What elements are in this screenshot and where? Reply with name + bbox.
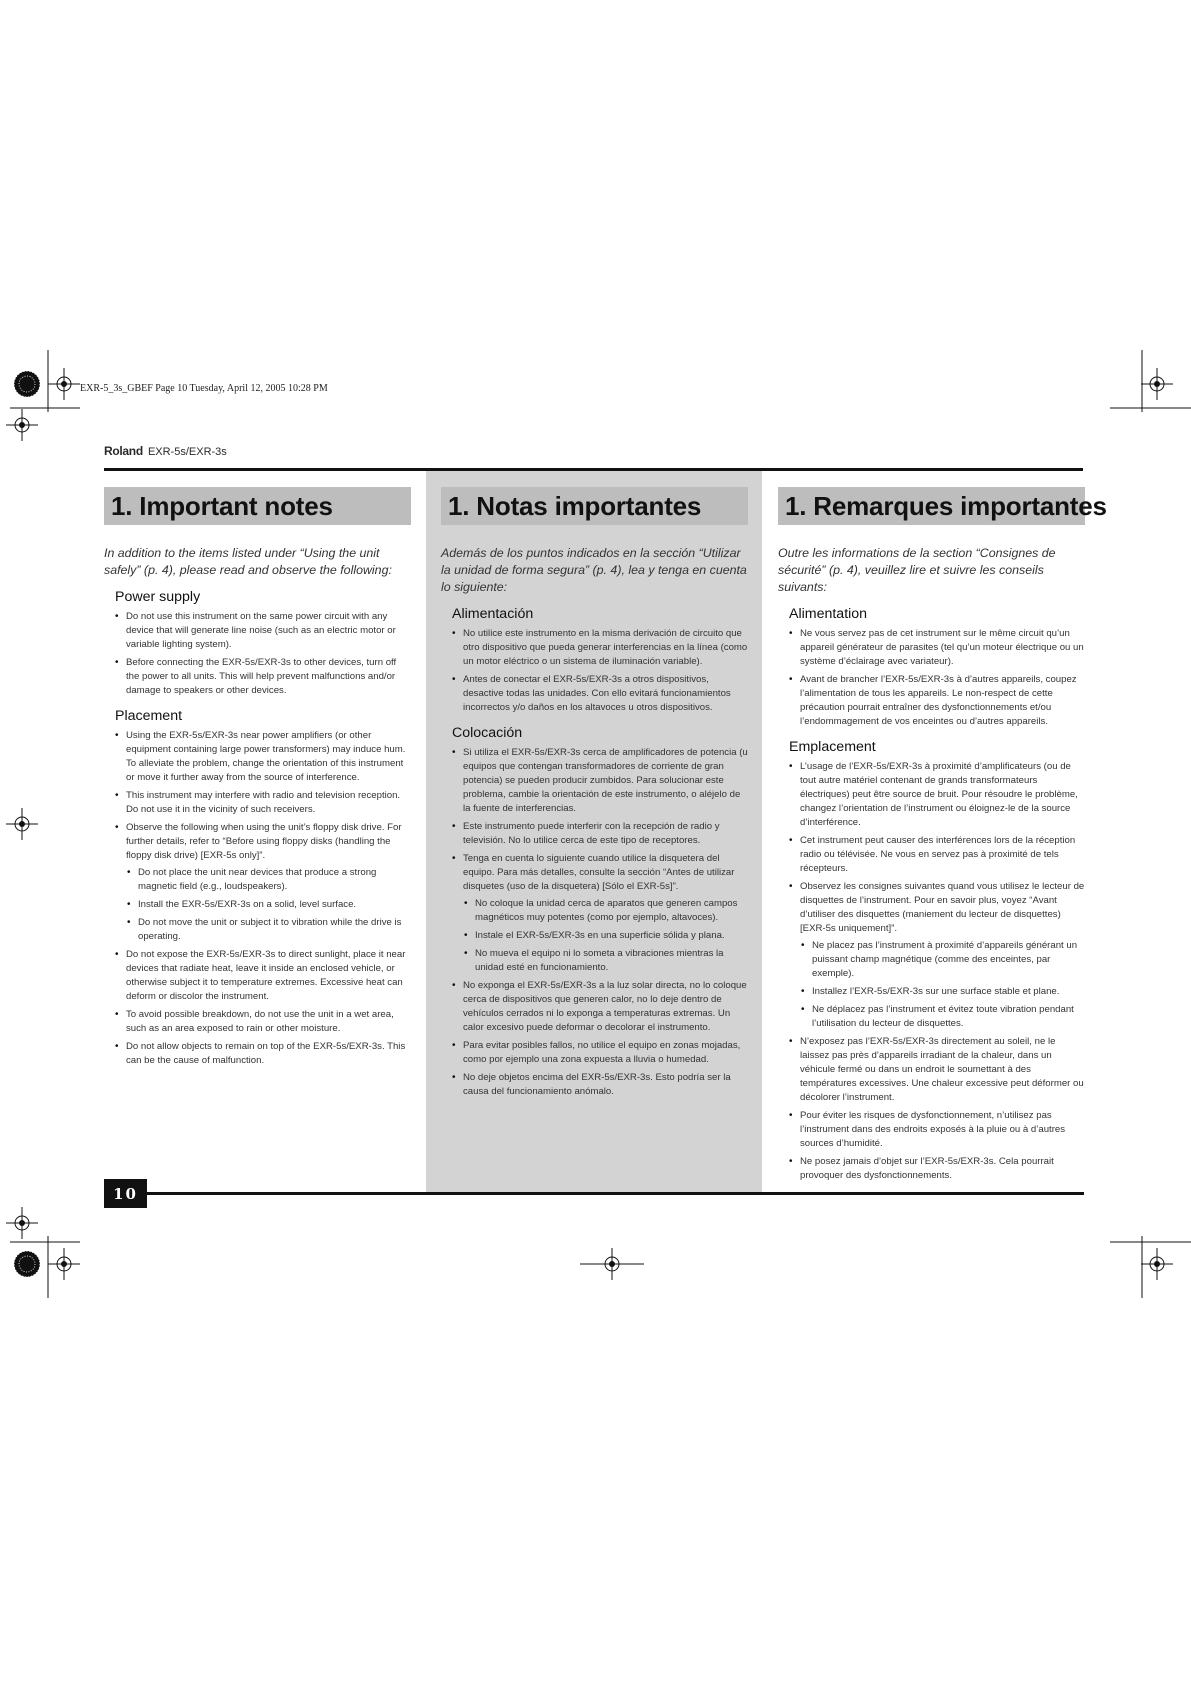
english-intro: In addition to the items listed under “Using the unit safely” (p. 4), please read and observe the following: xyxy=(104,546,392,577)
french-column xyxy=(778,487,1107,1187)
running-header xyxy=(104,444,227,458)
list-item: • N’exposez pas l’EXR-5s/EXR-3s directement au soleil, ne le laissez pas près d’appareils irradiant de la chaleur, dans un véhicule fermé ou dans un endroit le soumettant à des températures excessives. Une chaleur excessive peut déformer ou décolorer l’instrument. xyxy=(800,1035,1085,1105)
model-name: EXR-5s/EXR-3s xyxy=(147,446,227,458)
list-item: • Using the EXR-5s/EXR-3s near power amplifiers (or other equipment containing large power transformers) may induce hum. To alleviate the problem, change the orientation of this instrument or move it further away from the source of interference. xyxy=(126,729,411,785)
french-power-list xyxy=(778,627,1085,729)
list-item: • To avoid possible breakdown, do not use the unit in a wet area, such as an area exposed to rain or other moisture. xyxy=(126,1008,411,1036)
list-item: • Ne déplacez pas l’instrument et évitez toute vibration pendant l’utilisation du lecteur de disquettes. xyxy=(812,1003,1085,1031)
english-column xyxy=(104,487,411,1072)
english-floppy-sublist xyxy=(126,866,411,944)
bottom-rule xyxy=(104,1192,1084,1195)
english-power-list xyxy=(104,610,411,698)
list-item: • Do not move the unit or subject it to vibration while the drive is operating. xyxy=(138,916,411,944)
list-item: • Do not allow objects to remain on top of the EXR-5s/EXR-3s. This can be the cause of malfunction. xyxy=(126,1040,411,1068)
list-item: • Para evitar posibles fallos, no utilice el equipo en zonas mojadas, como por ejemplo una zona expuesta a lluvia o humedad. xyxy=(463,1039,748,1067)
french-floppy-sublist xyxy=(800,939,1085,1031)
floppy-item-text: Observe the following when using the unit’s floppy disk drive. For further details, refer to “Before using floppy disks (handling the floppy disk drive) [EXR-5s only]”. xyxy=(126,822,402,861)
list-item: • Ne vous servez pas de cet instrument sur le même circuit qu’un appareil générateur de parasites (tel qu’un moteur électrique ou un système d’éclairage avec variateur). xyxy=(800,627,1085,669)
spanish-placement-list xyxy=(441,746,748,1099)
french-title-bar xyxy=(778,487,1107,525)
list-item xyxy=(463,852,748,975)
spanish-placement-heading: Colocación xyxy=(452,725,523,741)
floppy-item-text: Observez les consignes suivantes quand vous utilisez le lecteur de disquettes de l’instrument. Pour en savoir plus, voyez “Avant d’utiliser des disquettes (maniement du lecteur de disquettes) [EXR-5s uniquement]”. xyxy=(800,881,1085,934)
list-item: • No utilice este instrumento en la misma derivación de circuito que otro dispositivo que pueda generar interferencias en la línea (como un motor eléctrico o un sistema de iluminación variable). xyxy=(463,627,748,669)
list-item: • L’usage de l’EXR-5s/EXR-3s à proximité d’amplificateurs (ou de tout autre matériel contenant de grands transformateurs électriques) peut être source de bruit. Pour résoudre le problème, changez l’orientation de l’instrument ou éloignez-le de la source d’interférence. xyxy=(800,760,1085,830)
floppy-item-text: Tenga en cuenta lo siguiente cuando utilice la disquetera del equipo. Para más detalles, consulte la sección “Antes de utilizar disquetes (uso de la disquetera) [Sólo el EXR-5s]”. xyxy=(463,853,735,892)
list-item: • Do not expose the EXR-5s/EXR-3s to direct sunlight, place it near devices that radiate heat, leave it inside an enclosed vehicle, or otherwise subject it to temperature extremes. Excessive heat can deform or discolor the instrument. xyxy=(126,948,411,1004)
list-item: • Ne posez jamais d’objet sur l’EXR-5s/EXR-3s. Cela pourrait provoquer des dysfonctionnements. xyxy=(800,1155,1085,1183)
list-item: • This instrument may interfere with radio and television reception. Do not use it in the vicinity of such receivers. xyxy=(126,789,411,817)
spanish-intro: Además de los puntos indicados en la sección “Utilizar la unidad de forma segura” (p. 4), lea y tenga en cuenta lo siguiente: xyxy=(441,546,747,594)
list-item: • Cet instrument peut causer des interférences lors de la réception radio ou télévisée. Ne vous en servez pas à proximité de tels récepteurs. xyxy=(800,834,1085,876)
brand-logo: Roland xyxy=(104,444,143,458)
spanish-floppy-sublist xyxy=(463,897,748,975)
list-item: • No coloque la unidad cerca de aparatos que generen campos magnéticos muy potentes (como por ejemplo, altavoces). xyxy=(475,897,748,925)
english-power-heading: Power supply xyxy=(115,589,201,605)
french-power-heading: Alimentation xyxy=(789,606,868,622)
french-title: 1. Remarques importantes xyxy=(785,490,1107,521)
spanish-power-heading: Alimentación xyxy=(452,606,534,622)
french-placement-list xyxy=(778,760,1085,1183)
list-item: • Do not use this instrument on the same power circuit with any device that will generate line noise (such as an electric motor or variable lighting system). xyxy=(126,610,411,652)
english-title: 1. Important notes xyxy=(111,490,333,521)
list-item: • Este instrumento puede interferir con la recepción de radio y televisión. No lo utilice cerca de este tipo de receptores. xyxy=(463,820,748,848)
list-item xyxy=(126,821,411,944)
print-info: EXR-5_3s_GBEF Page 10 Tuesday, April 12, 2005 10:28 PM xyxy=(80,383,328,394)
list-item: • Installez l’EXR-5s/EXR-3s sur une surface stable et plane. xyxy=(812,985,1085,999)
spanish-column xyxy=(441,487,748,1103)
english-title-bar xyxy=(104,487,411,525)
spanish-title: 1. Notas importantes xyxy=(448,490,702,521)
spanish-title-bar xyxy=(441,487,748,525)
list-item: • Antes de conectar el EXR-5s/EXR-3s a otros dispositivos, desactive todas las unidades. Con ello evitará funcionamientos incorrectos y/o daños en los altavoces u otros dispositivos. xyxy=(463,673,748,715)
list-item: • Si utiliza el EXR-5s/EXR-3s cerca de amplificadores de potencia (u equipos que contengan transformadores de corriente de gran potencia) se pueden producir zumbidos. Para solucionar este problema, cambie la orientación de este instrumento, o aléjelo de la fuente de interferencias. xyxy=(463,746,748,816)
list-item: • No deje objetos encima del EXR-5s/EXR-3s. Esto podría ser la causa del funcionamiento anómalo. xyxy=(463,1071,748,1099)
list-item: • Pour éviter les risques de dysfonctionnement, n’utilisez pas l’instrument dans des endroits exposés à la pluie ou à d’autres sources d’humidité. xyxy=(800,1109,1085,1151)
french-intro: Outre les informations de la section “Consignes de sécurité” (p. 4), veuillez lire et suivre les conseils suivants: xyxy=(778,546,1056,594)
english-placement-list xyxy=(104,729,411,1068)
list-item: • Before connecting the EXR-5s/EXR-3s to other devices, turn off the power to all units. This will help prevent malfunctions and/or damage to speakers or other devices. xyxy=(126,656,411,698)
list-item: • Do not place the unit near devices that produce a strong magnetic field (e.g., loudspeakers). xyxy=(138,866,411,894)
list-item: • No exponga el EXR-5s/EXR-3s a la luz solar directa, no lo coloque cerca de dispositivos que generen calor, no lo deje dentro de vehículos cerrados ni lo exponga a temperaturas extremas. Un calor excesivo puede deformar o decolorar el instrumento. xyxy=(463,979,748,1035)
english-placement-heading: Placement xyxy=(115,708,183,724)
list-item: • Ne placez pas l’instrument à proximité d’appareils générant un puissant champ magnétique (comme des enceintes, par exemple). xyxy=(812,939,1085,981)
spanish-power-list xyxy=(441,627,748,715)
french-placement-heading: Emplacement xyxy=(789,739,876,755)
list-item: • No mueva el equipo ni lo someta a vibraciones mientras la unidad esté en funcionamiento. xyxy=(475,947,748,975)
list-item: • Avant de brancher l’EXR-5s/EXR-3s à d’autres appareils, coupez l’alimentation de tous les appareils. Le non-respect de cette précaution pourrait entraîner des dysfonctionnements et/ou l’endommagement de vos enceintes ou d’autres appareils. xyxy=(800,673,1085,729)
page-number: 10 xyxy=(104,1179,147,1208)
list-item: • Instale el EXR-5s/EXR-3s en una superficie sólida y plana. xyxy=(475,929,748,943)
list-item xyxy=(800,880,1085,1031)
list-item: • Install the EXR-5s/EXR-3s on a solid, level surface. xyxy=(138,898,411,912)
